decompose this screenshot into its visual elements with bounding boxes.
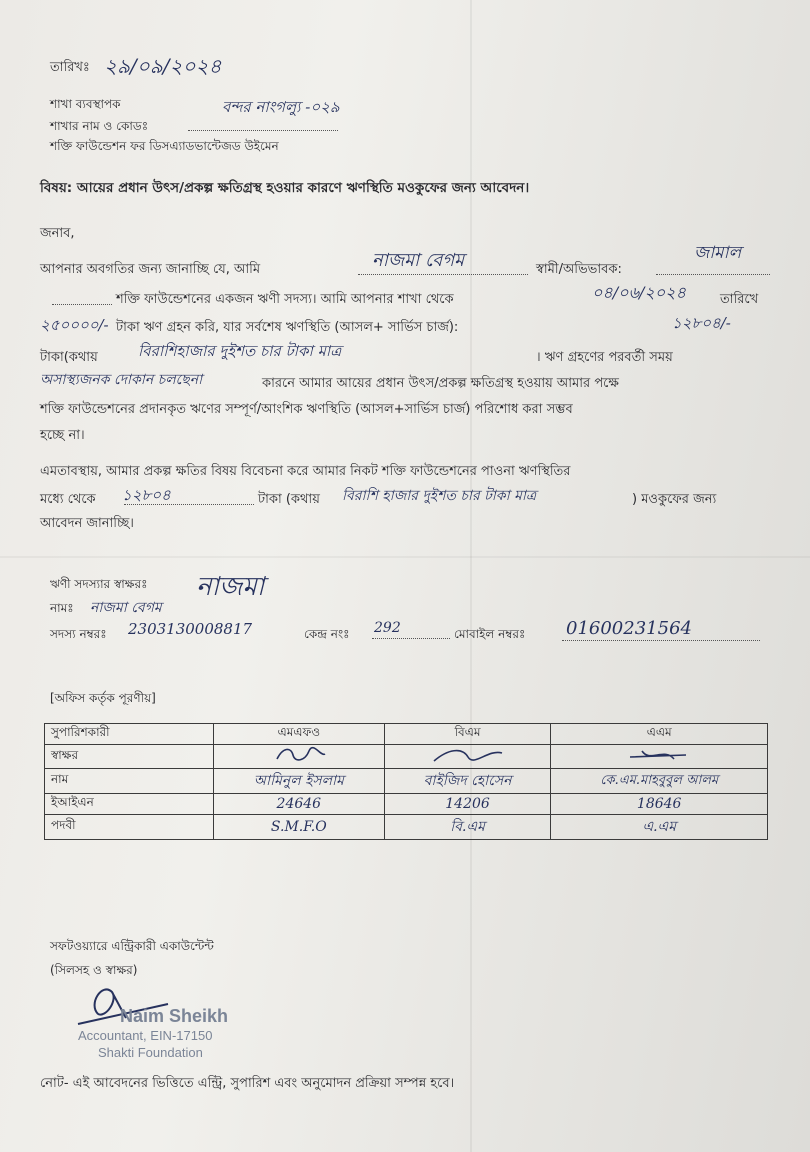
am-signature [551, 745, 768, 769]
bm-ein: 14206 [384, 794, 551, 815]
mobile-dotted-line [562, 640, 760, 641]
balance-words-handwritten: বিরাশিহাজার দুইশত চার টাকা মাত্র [138, 342, 342, 360]
guardian-label: স্বামী/অভিভাবক: [536, 262, 622, 277]
mobile-value: 01600231564 [566, 618, 692, 639]
designation-row [45, 815, 768, 840]
waive-amount-dotted-line [124, 504, 254, 505]
body-line-3: টাকা ঋণ গ্রহন করি, যার সর্বশেষ ঋণস্থিতি (আসল+ সার্ভিস চার্জ): [116, 320, 459, 335]
designation-row-label: পদবী [45, 815, 214, 840]
body-line-6: শক্তি ফাউন্ডেশনের প্রদানকৃত ঋণের সম্পূর্ণ/আংশিক ঋণস্থিতি (আসল+সার্ভিস চার্জ) পরিশোধ করা সম্ভব [40, 402, 573, 417]
body-p2-line-1: এমতাবস্থায়, আমার প্রকল্প ক্ষতির বিষয় বিবেচনা করে আমার নিকট শক্তি ফাউন্ডেশনের পাওনা ঋণস্থিতির [40, 464, 571, 479]
center-value: 292 [374, 620, 401, 636]
waive-amount-handwritten: ১২৮০৪ [122, 486, 171, 504]
mfo-signature-scribble [269, 745, 329, 765]
waive-words-handwritten: বিরাশি হাজার দুইশত চার টাকা মাত্র [342, 488, 537, 504]
office-table [44, 723, 768, 840]
am-designation: এ.এম [551, 815, 768, 840]
ein-row [45, 794, 768, 815]
bm-name: বাইজিদ হোসেন [384, 769, 551, 794]
branch-value: বন্দর নাংগল্যু -০২৯ [222, 98, 340, 116]
mfo-signature [214, 745, 385, 769]
ein-row-label: ইআইএন [45, 794, 214, 815]
member-signature: নাজমা [196, 572, 265, 602]
mobile-label: মোবাইল নম্বরঃ [454, 627, 526, 641]
body-line-4: । ঋণ গ্রহণের পরবর্তী সময় [536, 350, 673, 365]
loan-amount-handwritten: ২৫০০০০/- [40, 316, 109, 334]
accountant-line-2: (সিলসহ ও স্বাক্ষর) [50, 963, 138, 977]
am-signature-scribble [624, 745, 694, 765]
salutation: জনাব, [40, 226, 75, 241]
subject-line: বিষয়: আয়ের প্রধান উৎস/প্রকল্প ক্ষতিগ্রস্থ হওয়ার কারণে ঋণস্থিতি মওকুফের জন্য আবেদন। [40, 180, 530, 196]
signature-row-label: স্বাক্ষর [45, 745, 214, 769]
member-id-value: 2303130008817 [128, 620, 253, 638]
member-name-label: নামঃ [50, 601, 74, 615]
cause-handwritten: অসাস্থ্যজনক দোকান চলছেনা [40, 372, 203, 388]
paper-fold-vertical [470, 0, 472, 1152]
signature-row [45, 745, 768, 769]
header-label-cell: সুপারিশকারী [45, 724, 214, 745]
col-bm-header: বিএম [384, 724, 551, 745]
guardian-name-handwritten: জামাল [694, 243, 742, 263]
balance-amount-handwritten: ১২৮০৪/- [672, 314, 731, 332]
loan-date-handwritten: ০৪/০৬/২০২৪ [592, 283, 686, 302]
office-header-row [45, 724, 768, 745]
center-label: কেন্দ্র নংঃ [304, 627, 350, 641]
guardian-dotted-line [656, 274, 770, 275]
body-p2-post: ) মওকুফের জন্য [632, 492, 717, 507]
mfo-name: আমিনুল ইসলাম [214, 769, 385, 794]
stamp-org: Shakti Foundation [98, 1045, 203, 1060]
member-id-label: সদস্য নম্বরঃ [50, 627, 107, 641]
center-dotted-line [372, 638, 450, 639]
stamp-name: Naim Sheikh [120, 1006, 229, 1026]
leading-dotted-line [52, 304, 112, 305]
body-line-7: হচ্ছে না। [40, 428, 85, 443]
member-name-value: নাজমা বেগম [90, 600, 162, 616]
col-mfo-header: এমএফও [214, 724, 385, 745]
branch-dotted-line [188, 130, 338, 131]
accountant-line-1: সফটওয়্যারে এন্ট্রিকারী একাউন্টেন্ট [50, 939, 214, 953]
addressee-line: শাখা ব্যবস্থাপক [50, 97, 121, 111]
org-line: শক্তি ফাউন্ডেশন ফর ডিসএ্যাডভান্টেজড উইমেন [50, 139, 279, 153]
bm-signature-scribble [428, 745, 508, 765]
paper-fold-horizontal [0, 556, 810, 558]
body-p2-line-3: আবেদন জানাচ্ছি। [40, 516, 134, 531]
member-signature-label: ঋণী সদস্যার স্বাক্ষরঃ [50, 577, 148, 591]
stamp-title: Accountant, EIN-17150 [78, 1028, 213, 1043]
mfo-designation: S.M.F.O [214, 815, 385, 840]
branch-label: শাখার নাম ও কোডঃ [50, 119, 149, 133]
am-name: কে.এম.মাহবুবুল আলম [551, 769, 768, 794]
body-line-5: কারনে আমার আয়ের প্রধান উৎস/প্রকল্প ক্ষতিগ্রস্থ হওয়ায় আমার পক্ষে [262, 376, 619, 391]
col-am-header: এএম [551, 724, 768, 745]
name-row [45, 769, 768, 794]
member-name-handwritten: নাজমা বেগম [372, 250, 465, 271]
body-line-2: শক্তি ফাউন্ডেশনের একজন ঋণী সদস্য। আমি আপনার শাখা থেকে [116, 292, 454, 307]
bm-designation: বি.এম [384, 815, 551, 840]
date-suffix: তারিখে [720, 292, 759, 307]
date-value: ২৯/০৯/২০২৪ [104, 54, 222, 78]
body-p2-mid: টাকা (কথায় [258, 492, 320, 507]
body-p2-prefix: মধ্যে থেকে [40, 492, 96, 507]
name-row-label: নাম [45, 769, 214, 794]
mfo-ein: 24646 [214, 794, 385, 815]
date-label: তারিখঃ [50, 60, 90, 75]
body-intro: আপনার অবগতির জন্য জানাচ্ছি যে, আমি [40, 262, 261, 277]
office-heading: [অফিস কর্তৃক পূরণীয়] [50, 691, 156, 705]
footer-note: নোট- এই আবেদনের ভিত্তিতে এন্ট্রি, সুপারিশ এবং অনুমোদন প্রক্রিয়া সম্পন্ন হবে। [40, 1076, 455, 1091]
words-prefix: টাকা(কথায় [40, 350, 98, 365]
bm-signature [384, 745, 551, 769]
am-ein: 18646 [551, 794, 768, 815]
